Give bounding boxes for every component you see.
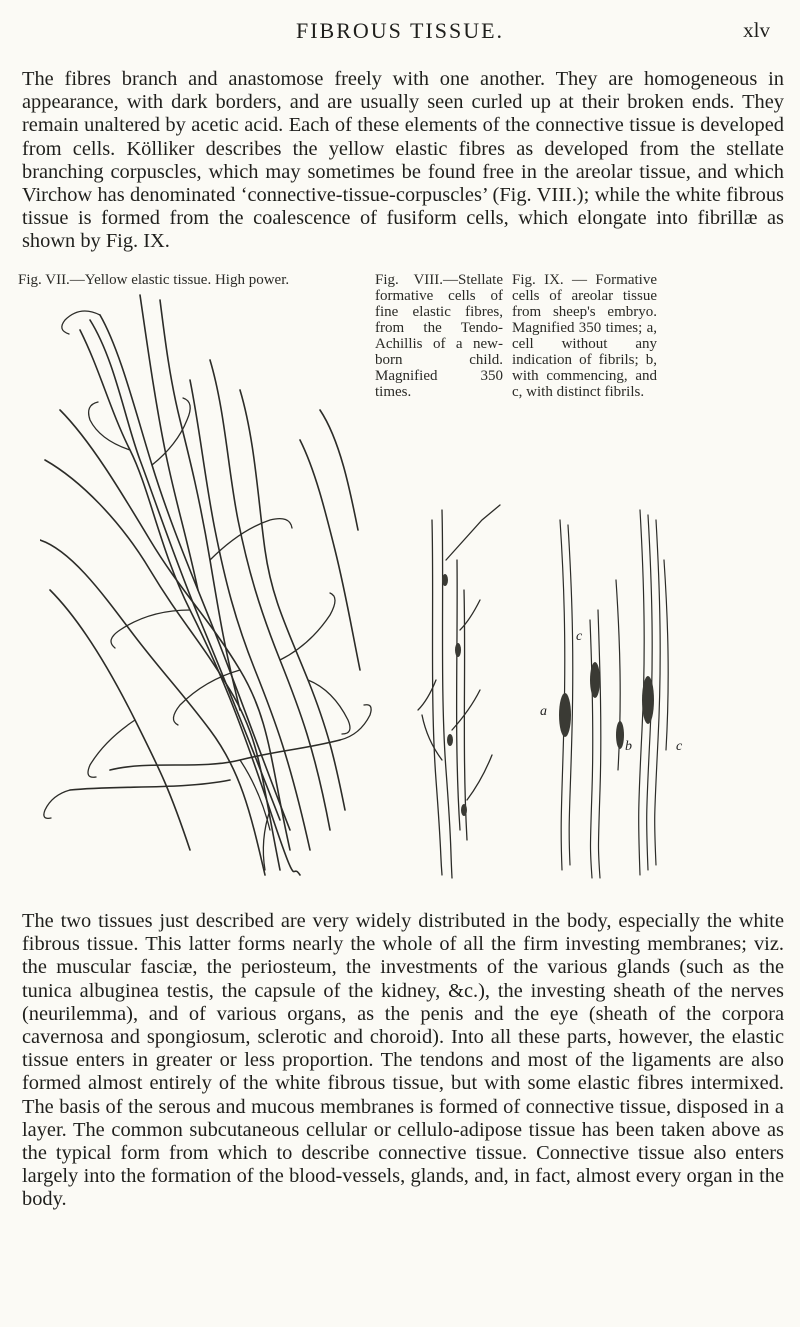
page-number: xlv [743,18,770,42]
elastic-tissue-drawing [40,290,375,880]
fig-ix-caption: Fig. IX. — Formative cells of areolar tissue from sheep's embryo. Magnified 350 times; a, cell without any indication of fibrils; b, with commencing, and c, with distinct fibrils. [512,272,657,400]
fig-ix-label-c-left: c [576,629,583,644]
stellate-cells-drawing [412,500,502,880]
paragraph-1: The fibres branch and anastomose freely with one another. They are homogeneous in appearance, with dark borders, and are usually seen curled up at their broken ends. They remain unaltered by acetic acid. Each of these elements of the connective tissue is developed from cells. Kölliker describes the yellow elastic fibres as developed from the stellate branching corpuscles, which may sometimes be found free in the areolar tissue, and which Virchow has denominated ‘connective-tissue-corpuscles’ (Fig. VIII.); while the white fibrous tissue is formed from the coalescence of fusiform cells, which elongate into fibrillæ as shown by Fig. IX. [22,68,784,253]
fusiform-cells-drawing [530,500,690,880]
fig-ix-illustration [530,500,690,880]
fig-vii-caption: Fig. VII.—Yellow elastic tissue. High power. [18,272,290,288]
paragraph-2: The two tissues just described are very widely distributed in the body, especially the white fibrous tissue. This latter forms nearly the whole of all the firm investing membranes; viz. the muscular fasciæ, the periosteum, the investments of the various glands (such as the tunica albuginea testis, the capsule of the kidney, &c.), the investing sheath of the nerves (neurilemma), and of various organs, as the penis and the eye (sheath of the corpora cavernosa and spongiosum, sclerotic and choroid). Into all these parts, however, the elastic tissue enters in greater or less proportion. The tendons and most of the ligaments are also formed almost entirely of the white fibrous tissue, but with some elastic fibres intermixed. The basis of the serous and mucous membranes is formed of connective tissue, disposed in a layer. The common subcutaneous cellular or cellulo-adipose tissue has been taken above as the typical form from which to describe connective tissue. Connective tissue also enters largely into the formation of the blood-vessels, glands, and, in fact, almost every organ in the body. [22,910,784,1211]
fig-ix-label-a: a [540,704,547,719]
fig-ix-label-b: b [625,739,632,754]
page-header [0,8,800,48]
fig-viii-illustration [412,500,502,880]
running-title: FIBROUS TISSUE. [295,18,505,43]
fig-vii-illustration [40,290,375,880]
fig-ix-label-c-right: c [676,739,683,754]
fig-viii-caption: Fig. VIII.—Stellate formative cells of fine elastic fibres, from the Tendo-Achillis of a new-born child. Magnified 350 times. [375,272,503,400]
